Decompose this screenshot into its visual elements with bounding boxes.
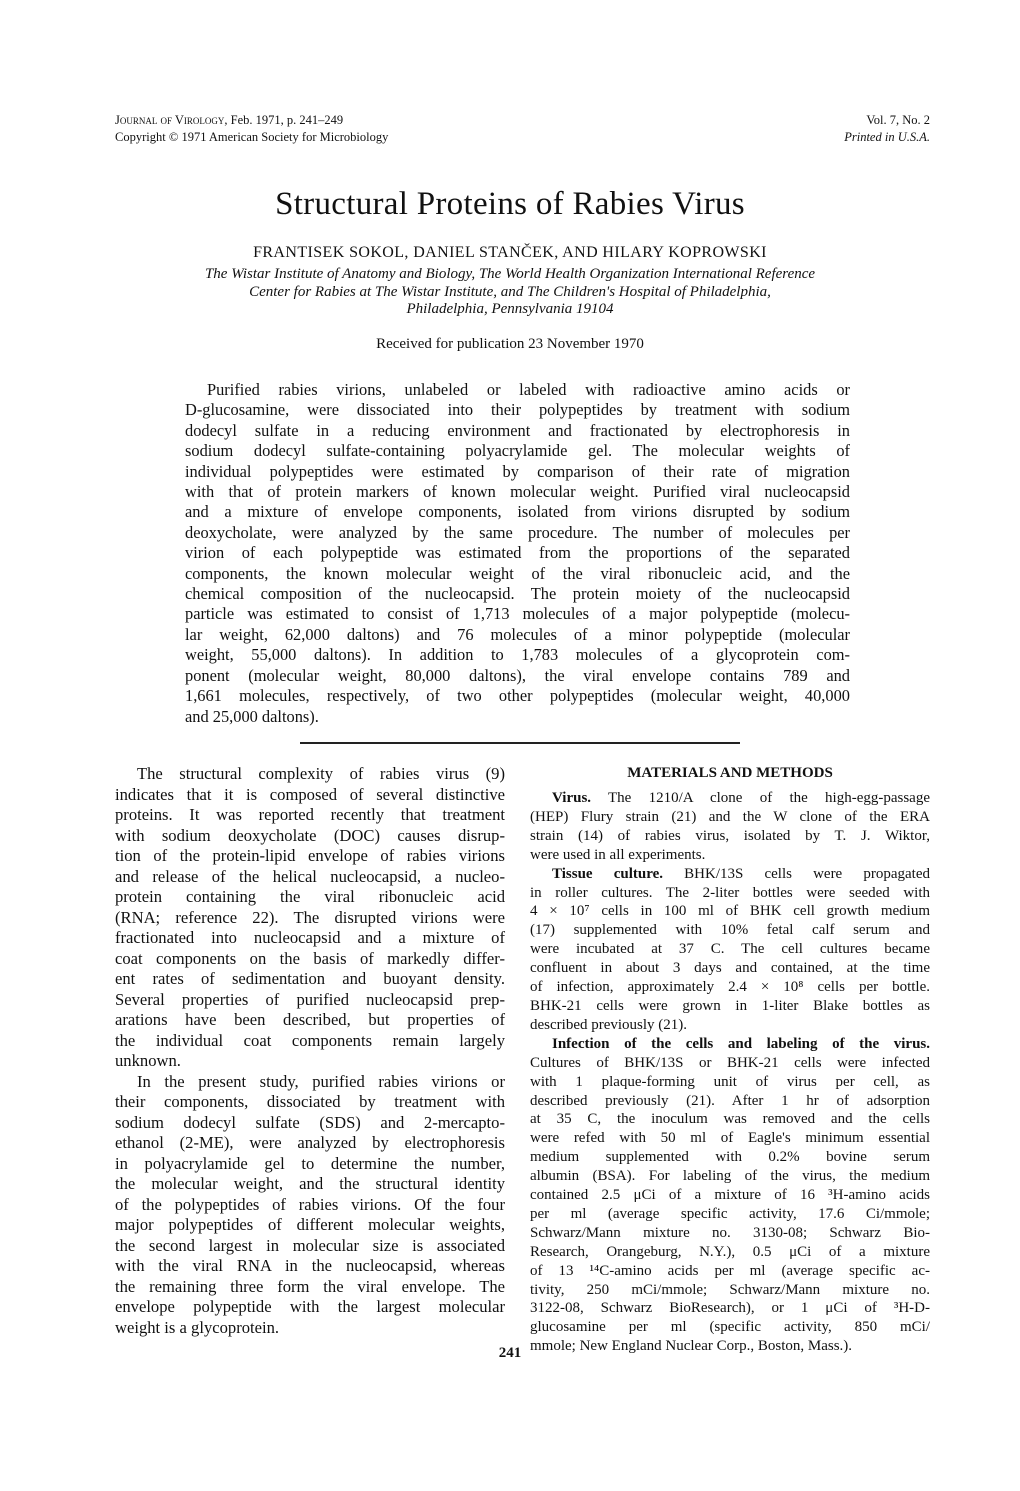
volume: Vol. 7, No. 2 — [866, 113, 930, 127]
text-line: Purified rabies virions, unlabeled or labeled with radioactive amino acids or — [207, 380, 850, 399]
text-line: tion of the protein-lipid envelope of rabies virions — [115, 846, 505, 865]
text-line: the second largest in molecular size is associated — [115, 1235, 505, 1255]
text-line: (RNA; reference 22). The disrupted virions were — [115, 907, 505, 927]
text-line: were refed with 50 ml of Eagle's minimum essential — [530, 1130, 930, 1147]
text-line: The structural complexity of rabies virus (9) — [137, 764, 505, 783]
text-line: were used in all experiments. — [530, 846, 706, 863]
text-line: sodium dodecyl sulfate-containing polyacrylamide gel. The molecular weights of — [185, 441, 850, 461]
text-line: ponent (molecular weight, 80,000 daltons), the viral envelope contains 789 and — [185, 665, 850, 685]
text-line: glucosamine per ml (specific activity, 850 mCi/ — [530, 1319, 930, 1336]
copyright: Copyright © 1971 American Society for Microbiology — [115, 130, 389, 144]
text-line: weight, 55,000 daltons). In addition to 1,783 molecules of a glycoprotein com- — [185, 645, 850, 665]
text-line: envelope polypeptide with the largest molecular — [115, 1297, 505, 1316]
received-date: Received for publication 23 November 1970 — [376, 336, 644, 352]
divider-rule — [300, 742, 740, 744]
affiliation-line: Philadelphia, Pennsylvania 19104 — [406, 301, 614, 317]
page-number: 241 — [498, 1345, 522, 1361]
text-line: contained 2.5 μCi of a mixture of 16 ³H-amino acids — [530, 1187, 930, 1204]
text-line: and release of the helical nucleocapsid, a nucleo- — [115, 866, 505, 886]
text-line: of the polypeptides of rabies virions. Of the four — [115, 1194, 505, 1214]
text-line: ethanol (2-ME), were analyzed by electrophoresis — [115, 1133, 505, 1152]
text-line: the individual coat components remain largely — [115, 1030, 505, 1050]
text-line: tivity, 250 mCi/mmole; Schwarz/Mann mixture no. — [530, 1281, 930, 1298]
text-line: fractionated into nucleocapsid and a mixture of — [115, 928, 505, 947]
printed-in: Printed in U.S.A. — [844, 130, 930, 144]
run-in-heading: Tissue culture. — [552, 865, 664, 882]
text-line: major polypeptides of different molecular weights, — [115, 1215, 505, 1234]
text-line: the molecular weight, and the structural identity — [115, 1174, 505, 1193]
text-line: Cultures of BHK/13S or BHK-21 cells were infected — [530, 1054, 930, 1071]
section-heading: MATERIALS AND METHODS — [627, 765, 833, 781]
text-line: (17) supplemented with 10% fetal calf serum and — [530, 922, 930, 939]
text-line: 3122-08, Schwarz BioResearch), or 1 μCi of ³H-D- — [530, 1300, 930, 1317]
affiliation-line: Center for Rabies at The Wistar Institute, and The Children's Hospital of Philadelphia, — [249, 283, 771, 300]
text-line: with sodium deoxycholate (DOC) causes disrup- — [115, 825, 505, 845]
run-in-heading: Infection of the cells and labeling of the virus. — [552, 1035, 930, 1052]
text-line: in roller cultures. The 2-liter bottles were seeded with — [530, 884, 930, 901]
text-line: mmole; New England Nuclear Corp., Boston, Mass.). — [530, 1338, 853, 1355]
text-run: BHK/13S cells were propagated — [663, 865, 930, 882]
text-line: per ml (average specific activity, 17.6 Ci/mmole; — [530, 1205, 930, 1222]
text-line: In the present study, purified rabies virions or — [137, 1071, 505, 1091]
text-line: the remaining three form the viral envelope. The — [115, 1276, 505, 1296]
text-line: individual polypeptides were estimated by comparison of their rate of migration — [185, 461, 850, 481]
authors: FRANTISEK SOKOL, DANIEL STANČEK, AND HILARY KOPROWSKI — [253, 244, 767, 261]
paragraph-first-line — [530, 865, 930, 884]
text-line: unknown. — [115, 1051, 181, 1070]
text-line: confluent in about 3 days and contained, at the time — [530, 960, 930, 977]
right-column — [530, 764, 930, 1356]
text-line: virion of each polypeptide was estimated from the proportions of the separated — [185, 543, 850, 563]
text-line: and 25,000 daltons). — [185, 706, 319, 726]
text-line: BHK-21 cells were grown in 1-liter Blake bottles as — [530, 997, 930, 1014]
text-line: protein containing the viral ribonucleic acid — [115, 887, 505, 906]
text-line: 4 × 10⁷ cells in 100 ml of BHK cell growth medium — [530, 903, 930, 920]
journal-header — [115, 112, 388, 146]
text-line: and a mixture of envelope components, isolated from virions disrupted by sodium — [185, 502, 850, 522]
text-line: of 13 ¹⁴C-amino acids per ml (average specific ac- — [530, 1262, 930, 1279]
text-line: at 35 C, the inoculum was removed and the cells — [530, 1111, 930, 1128]
text-line: lar weight, 62,000 daltons) and 76 molecules of a minor polypeptide (molecular — [185, 624, 850, 644]
text-run: The 1210/A clone of the high-egg-passage — [591, 790, 930, 806]
text-line: ent rates of sedimentation and buoyant density. — [115, 969, 505, 988]
text-line: described previously (21). After 1 hr of adsorption — [530, 1092, 930, 1109]
text-line: 1,661 molecules, respectively, of two other polypeptides (molecular weight, 40,000 — [185, 686, 850, 706]
text-line: medium supplemented with 0.2% bovine serum — [530, 1149, 930, 1166]
text-line: components, the known molecular weight of the viral ribonucleic acid, and the — [185, 563, 850, 583]
text-line: with the viral RNA in the nucleocapsid, whereas — [115, 1256, 505, 1275]
text-line: sodium dodecyl sulfate (SDS) and 2-mercapto- — [115, 1112, 505, 1132]
text-line: their components, dissociated by treatment with — [115, 1092, 505, 1111]
text-line: dodecyl sulfate in a reducing environment and fractionated by electrophoresis in — [185, 420, 850, 440]
text-line: (HEP) Flury strain (21) and the W clone of the ERA — [530, 808, 930, 825]
text-line: were incubated at 37 C. The cell cultures became — [530, 941, 930, 958]
text-line: proteins. It was reported recently that treatment — [115, 805, 505, 824]
text-line: Several properties of purified nucleocapsid prep- — [115, 989, 505, 1009]
paragraph-first-line — [530, 1035, 930, 1054]
text-line: Research, Orangeburg, N.Y.), 0.5 μCi of a mixture — [530, 1243, 930, 1260]
text-line: D-glucosamine, were dissociated into their polypeptides by treatment with sodium — [185, 400, 850, 420]
affiliation-line: The Wistar Institute of Anatomy and Biology, The World Health Organization International Reference — [204, 266, 816, 282]
text-line: chemical composition of the nucleocapsid. The protein moiety of the nucleocapsid — [185, 584, 850, 604]
text-line: particle was estimated to consist of 1,713 molecules of a major polypeptide (molecu- — [185, 604, 850, 624]
text-line: deoxycholate, were analyzed by the same procedure. The number of molecules per — [185, 522, 850, 542]
run-in-heading: Virus. — [552, 790, 592, 806]
journal-name: Journal of Virology — [115, 113, 225, 127]
article-title: Structural Proteins of Rabies Virus — [275, 186, 745, 222]
text-line: weight is a glycoprotein. — [115, 1317, 280, 1337]
journal-citation: , Feb. 1971, p. 241–249 — [224, 113, 344, 127]
text-line: albumin (BSA). For labeling of the virus, the medium — [530, 1168, 930, 1185]
affiliation — [0, 266, 1020, 319]
text-line: arations have been described, but properties of — [115, 1010, 505, 1029]
text-line: Schwarz/Mann mixture no. 3130-08; Schwarz Bio- — [530, 1224, 930, 1241]
paragraph-first-line — [530, 789, 930, 808]
text-line: of infection, approximately 2.4 × 10⁸ cells per bottle. — [530, 979, 930, 996]
text-line: strain (14) of rabies virus, isolated by T. J. Wiktor, — [530, 827, 930, 844]
text-line: in polyacrylamide gel to determine the number, — [115, 1153, 505, 1173]
text-line: with 1 plaque-forming unit of virus per cell, as — [530, 1073, 930, 1090]
text-line: indicates that it is composed of several distinctive — [115, 784, 505, 804]
abstract — [185, 380, 850, 727]
left-column — [115, 764, 505, 1338]
text-line: described previously (21). — [530, 1016, 688, 1033]
text-line: with that of protein markers of known molecular weight. Purified viral nucleocapsid — [185, 482, 850, 502]
text-line: coat components on the basis of markedly differ- — [115, 948, 505, 968]
volume-header — [844, 112, 930, 146]
